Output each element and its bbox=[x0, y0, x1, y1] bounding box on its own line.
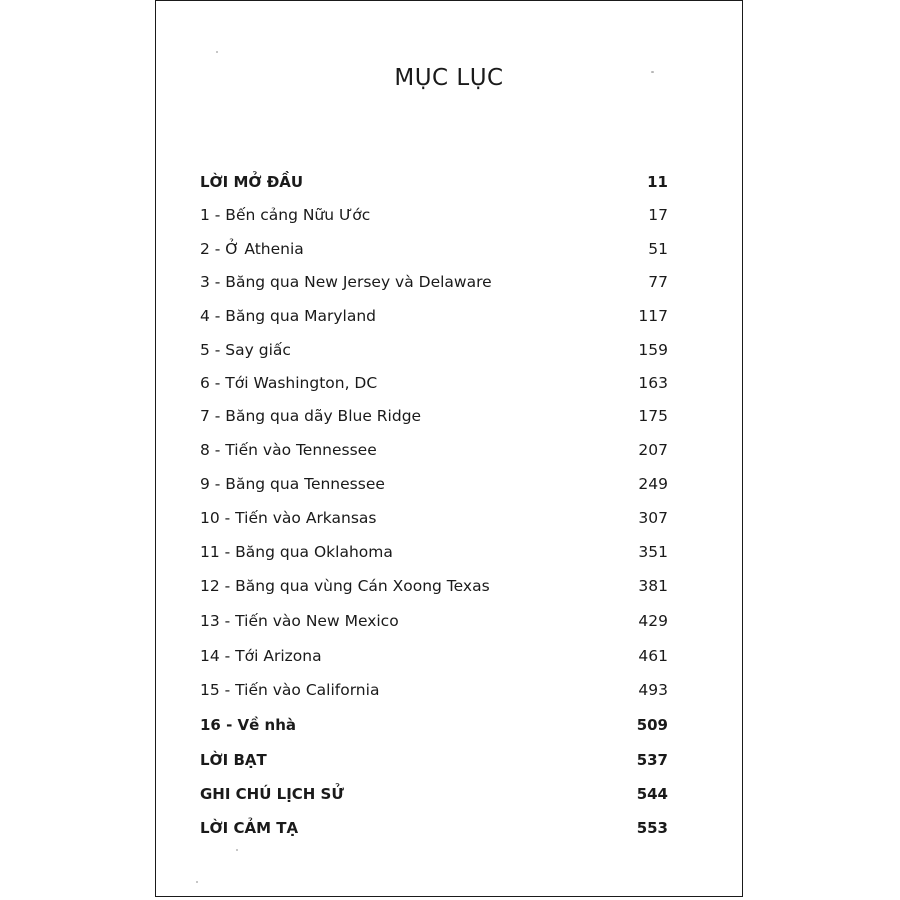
toc-entry bbox=[200, 751, 668, 779]
toc-entry bbox=[200, 441, 668, 469]
toc-entry-label: 6 - Tới Washington, DC bbox=[200, 374, 378, 392]
toc-entry-page: 537 bbox=[636, 751, 668, 769]
toc-entry-label: 14 - Tới Arizona bbox=[200, 647, 322, 665]
toc-entry bbox=[200, 577, 668, 605]
toc-entry-label: 5 - Say giấc bbox=[200, 341, 291, 359]
toc-entry-page: 163 bbox=[638, 374, 668, 392]
toc-entry bbox=[200, 681, 668, 709]
toc-entry-page: 461 bbox=[638, 647, 668, 665]
toc-entry bbox=[200, 785, 668, 813]
toc-entry-page: 429 bbox=[638, 612, 668, 630]
toc-entry bbox=[200, 612, 668, 640]
page-title: MỤC LỤC bbox=[394, 65, 504, 91]
toc-entry bbox=[200, 475, 668, 503]
toc-entry-page: 51 bbox=[648, 240, 668, 258]
toc-entry-label: 9 - Băng qua Tennessee bbox=[200, 475, 385, 493]
toc-entry bbox=[200, 819, 668, 847]
toc-entry-label: 13 - Tiến vào New Mexico bbox=[200, 612, 399, 630]
toc-entry-label: 4 - Băng qua Maryland bbox=[200, 307, 377, 325]
toc-entry-page: 509 bbox=[636, 716, 668, 734]
toc-entry-label: 1 - Bến cảng Nữu Ước bbox=[200, 206, 371, 224]
toc-entry-page: 307 bbox=[638, 509, 668, 527]
toc-entry bbox=[200, 273, 668, 301]
toc-entry-page: 77 bbox=[648, 273, 668, 291]
toc-entry-page: 553 bbox=[636, 819, 668, 837]
toc-entry-label: 16 - Về nhà bbox=[200, 716, 297, 734]
toc-entry-page: 544 bbox=[636, 785, 668, 803]
toc-entry-page: 117 bbox=[638, 307, 668, 325]
toc-entry-label: 15 - Tiến vào California bbox=[200, 681, 380, 699]
toc-entry-label: LỜI CẢM TẠ bbox=[200, 819, 299, 837]
toc-entry-page: 249 bbox=[638, 475, 668, 493]
toc-entry-label: 11 - Băng qua Oklahoma bbox=[200, 543, 393, 561]
paper-speck bbox=[236, 849, 238, 851]
toc-entry bbox=[200, 407, 668, 435]
toc-entry-page: 351 bbox=[638, 543, 668, 561]
toc-entry-label: 2 - Ở Athenia bbox=[200, 240, 304, 258]
toc-entry-label: 3 - Băng qua New Jersey và Delaware bbox=[200, 273, 492, 291]
toc-entry-label: 8 - Tiến vào Tennessee bbox=[200, 441, 377, 459]
toc-entry-label: LỜI BẠT bbox=[200, 751, 267, 769]
toc-entry-page: 11 bbox=[647, 173, 668, 191]
toc-entry-label: 7 - Băng qua dãy Blue Ridge bbox=[200, 407, 422, 425]
toc-entry bbox=[200, 509, 668, 537]
toc-entry-page: 159 bbox=[638, 341, 668, 359]
paper-speck bbox=[196, 881, 198, 883]
toc-entry-label: LỜI MỞ ĐẦU bbox=[200, 173, 304, 191]
toc-entry-page: 207 bbox=[638, 441, 668, 459]
toc-entry bbox=[200, 307, 668, 335]
toc-entry bbox=[200, 716, 668, 744]
toc-entry-page: 381 bbox=[638, 577, 668, 595]
book-page bbox=[155, 0, 743, 897]
toc-entry-label: 10 - Tiến vào Arkansas bbox=[200, 509, 377, 527]
toc-entry bbox=[200, 543, 668, 571]
toc-entry-page: 17 bbox=[648, 206, 668, 224]
toc-entry bbox=[200, 374, 668, 402]
toc-entry-label: 12 - Băng qua vùng Cán Xoong Texas bbox=[200, 577, 490, 595]
toc-entry bbox=[200, 647, 668, 675]
toc-entry bbox=[200, 341, 668, 369]
toc-entry bbox=[200, 240, 668, 268]
toc-entry-page: 493 bbox=[638, 681, 668, 699]
toc-entry-label: GHI CHÚ LỊCH SỬ bbox=[200, 785, 344, 803]
toc-entry-page: 175 bbox=[638, 407, 668, 425]
paper-speck bbox=[216, 51, 218, 53]
toc-entry bbox=[200, 173, 668, 201]
toc-entry bbox=[200, 206, 668, 234]
